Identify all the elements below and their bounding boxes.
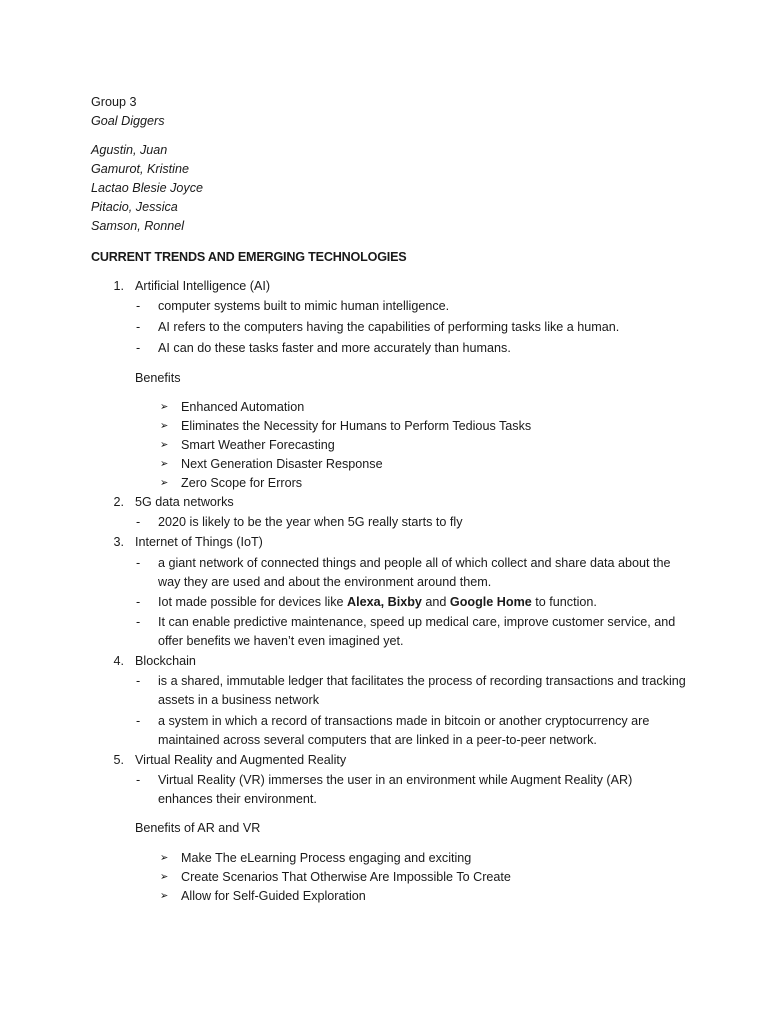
arrow-bullet-icon: ➢ bbox=[160, 458, 169, 470]
item-point-line: way they are used and about the environment around them. bbox=[158, 575, 492, 589]
arrow-bullet-icon: ➢ bbox=[160, 439, 169, 451]
item-point bbox=[158, 593, 597, 612]
dash-marker: - bbox=[136, 615, 141, 629]
benefit-item: Next Generation Disaster Response bbox=[181, 457, 383, 471]
dash-marker: - bbox=[136, 773, 141, 787]
arrow-bullet-icon: ➢ bbox=[160, 890, 169, 902]
item-point-line: enhances their environment. bbox=[158, 792, 317, 806]
group-label: Group 3 bbox=[91, 95, 137, 109]
benefit-item: Eliminates the Necessity for Humans to Perform Tedious Tasks bbox=[181, 419, 532, 433]
member-name: Agustin, Juan bbox=[91, 143, 168, 157]
bold-device-name: Google Home bbox=[449, 595, 532, 609]
arrow-bullet-icon: ➢ bbox=[160, 477, 169, 489]
bold-device-names: Alexa, Bixby bbox=[347, 595, 422, 609]
item-title: Artificial Intelligence (AI) bbox=[135, 279, 271, 293]
member-name: Lactao Blesie Joyce bbox=[91, 181, 204, 195]
member-name: Samson, Ronnel bbox=[91, 219, 185, 233]
item-title: Internet of Things (IoT) bbox=[135, 535, 263, 549]
dash-marker: - bbox=[136, 320, 141, 334]
point-text: Iot made possible for devices like bbox=[158, 595, 347, 609]
item-point: 2020 is likely to be the year when 5G really starts to fly bbox=[158, 515, 463, 529]
item-point: computer systems built to mimic human intelligence. bbox=[158, 299, 450, 313]
team-name: Goal Diggers bbox=[91, 114, 165, 128]
arrow-bullet-icon: ➢ bbox=[160, 852, 169, 864]
arrow-bullet-icon: ➢ bbox=[160, 871, 169, 883]
item-point-line: maintained across several computers that are linked in a peer-to-peer network. bbox=[158, 733, 597, 747]
benefit-item: Create Scenarios That Otherwise Are Impossible To Create bbox=[181, 870, 511, 884]
document-title: CURRENT TRENDS AND EMERGING TECHNOLOGIES bbox=[91, 250, 407, 264]
point-text: and bbox=[421, 595, 450, 609]
item-point-line: assets in a business network bbox=[158, 693, 320, 707]
arrow-bullet-icon: ➢ bbox=[160, 401, 169, 413]
benefit-item: Make The eLearning Process engaging and exciting bbox=[181, 851, 472, 865]
dash-marker: - bbox=[136, 515, 141, 529]
list-number: 4. bbox=[113, 654, 124, 668]
item-point-line: a giant network of connected things and people all of which collect and share data about the bbox=[158, 556, 671, 570]
dash-marker: - bbox=[136, 299, 141, 313]
item-point-line: It can enable predictive maintenance, speed up medical care, improve customer service, and bbox=[158, 615, 676, 629]
list-number: 2. bbox=[113, 495, 124, 509]
dash-marker: - bbox=[136, 674, 141, 688]
benefit-item: Enhanced Automation bbox=[181, 400, 305, 414]
item-point-line: offer benefits we haven’t even imagined yet. bbox=[158, 634, 404, 648]
item-point-line: a system in which a record of transactions made in bitcoin or another cryptocurrency are bbox=[158, 714, 650, 728]
benefits-label: Benefits bbox=[135, 371, 181, 385]
dash-marker: - bbox=[136, 556, 141, 570]
benefit-item: Allow for Self-Guided Exploration bbox=[181, 889, 366, 903]
list-number: 5. bbox=[113, 753, 124, 767]
dash-marker: - bbox=[136, 714, 141, 728]
arrow-bullet-icon: ➢ bbox=[160, 420, 169, 432]
benefit-item: Smart Weather Forecasting bbox=[181, 438, 335, 452]
item-point-line: is a shared, immutable ledger that facilitates the process of recording transactions and tracking bbox=[158, 674, 686, 688]
list-number: 1. bbox=[113, 279, 124, 293]
dash-marker: - bbox=[136, 595, 141, 609]
dash-marker: - bbox=[136, 341, 141, 355]
member-name: Gamurot, Kristine bbox=[91, 162, 189, 176]
list-number: 3. bbox=[113, 535, 124, 549]
item-point-line: Virtual Reality (VR) immerses the user in an environment while Augment Reality (AR) bbox=[158, 773, 633, 787]
member-name: Pitacio, Jessica bbox=[91, 200, 178, 214]
benefits-label: Benefits of AR and VR bbox=[135, 821, 261, 835]
item-title: Blockchain bbox=[135, 654, 196, 668]
item-title: 5G data networks bbox=[135, 495, 234, 509]
item-point: AI can do these tasks faster and more accurately than humans. bbox=[158, 341, 511, 355]
item-title: Virtual Reality and Augmented Reality bbox=[135, 753, 347, 767]
benefit-item: Zero Scope for Errors bbox=[181, 476, 303, 490]
point-text: to function. bbox=[531, 595, 597, 609]
item-point: AI refers to the computers having the capabilities of performing tasks like a human. bbox=[158, 320, 620, 334]
